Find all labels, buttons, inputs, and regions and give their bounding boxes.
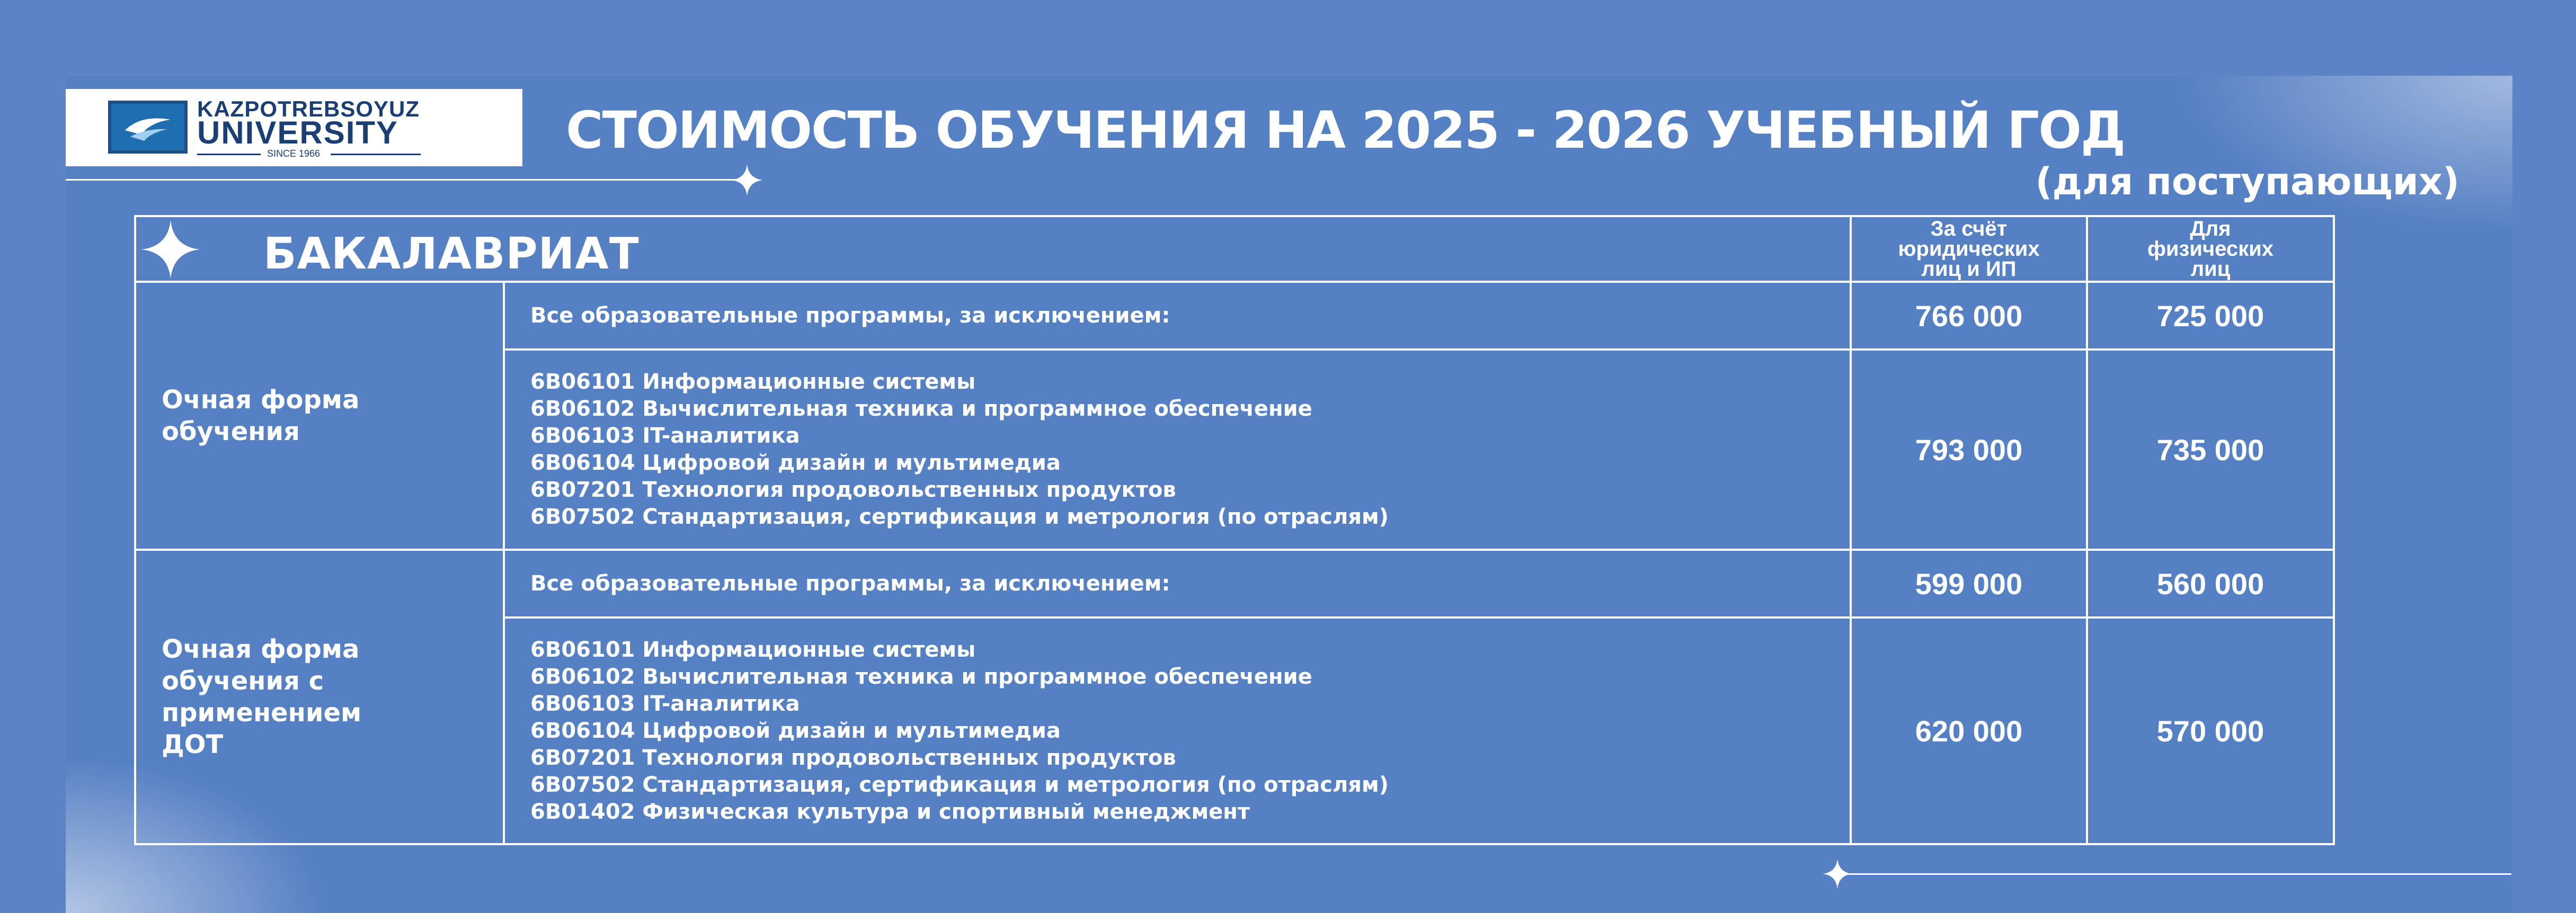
column-header-legal-line: лиц и ИП (1921, 257, 2017, 281)
logo-line1: KAZPOTREBSOYUZ (197, 96, 420, 121)
page-subtitle: (для поступающих) (2035, 160, 2459, 203)
sparkle-star-icon (141, 220, 200, 279)
sparkle-star-icon (1823, 859, 1852, 889)
logo-divider-left (197, 154, 261, 155)
program-item: 6В07502 Стандартизация, сертификация и метрология (по отраслям) (530, 772, 1389, 797)
section-header (135, 216, 1851, 282)
programs-cell (504, 350, 1851, 550)
price-legal: 599 000 (1851, 550, 2087, 617)
price-legal: 766 000 (1851, 282, 2087, 350)
tuition-table (134, 215, 2335, 845)
program-item: 6В07502 Стандартизация, сертификация и метрология (по отраслям) (530, 505, 1389, 529)
column-header-individual-line: физических (2147, 237, 2274, 261)
column-header-individual-line: Для (2190, 217, 2231, 240)
study-form-cell: Очная форма обучения (135, 282, 504, 550)
program-item: 6В06102 Вычислительная техника и программное обеспечение (530, 397, 1312, 421)
column-header-legal-line: За счёт (1930, 217, 2007, 240)
program-item: Все образовательные программы, за исключением: (530, 303, 1170, 328)
program-item: 6В06101 Информационные системы (530, 637, 976, 662)
top-divider (66, 179, 739, 181)
price-individual: 725 000 (2087, 282, 2334, 350)
program-item: Все образовательные программы, за исключением: (530, 571, 1170, 596)
program-item: 6В07201 Технология продовольственных продуктов (530, 745, 1176, 770)
column-header-individual-line: лиц (2190, 257, 2231, 281)
column-header-legal (1851, 216, 2087, 282)
table-row (135, 282, 2334, 350)
study-form-cell: Очная форма обучения с применением ДОТ (135, 550, 504, 844)
program-item: 6В06103 IT-аналитика (530, 424, 800, 448)
programs-cell (504, 550, 1851, 617)
section-title: БАКАЛАВРИАТ (263, 229, 639, 279)
sparkle-star-icon (731, 164, 763, 196)
logo-divider-right (331, 154, 421, 155)
column-header-individual (2087, 216, 2334, 282)
program-item: 6В01402 Физическая культура и спортивный менеджмент (530, 799, 1250, 824)
university-logo (66, 89, 522, 166)
bottom-divider (1838, 873, 2511, 875)
logo-line2: UNIVERSITY (197, 115, 399, 150)
price-legal: 620 000 (1851, 617, 2087, 844)
program-item: 6В06104 Цифровой дизайн и мультимедиа (530, 451, 1061, 475)
table-row (135, 550, 2334, 617)
price-individual: 560 000 (2087, 550, 2334, 617)
program-item: 6В06101 Информационные системы (530, 370, 976, 394)
page-title: СТОИМОСТЬ ОБУЧЕНИЯ НА 2025 - 2026 УЧЕБНЫЙ ГОД (566, 101, 2125, 160)
table-header-row (135, 216, 2334, 282)
price-individual: 570 000 (2087, 617, 2334, 844)
logo-since: SINCE 1966 (267, 148, 321, 159)
programs-cell (504, 617, 1851, 844)
program-item: 6В06104 Цифровой дизайн и мультимедиа (530, 718, 1061, 743)
price-individual: 735 000 (2087, 350, 2334, 550)
programs-cell (504, 282, 1851, 350)
program-item: 6В07201 Технология продовольственных продуктов (530, 478, 1176, 502)
program-item: 6В06103 IT-аналитика (530, 691, 800, 716)
university-emblem-icon (108, 101, 188, 154)
column-header-legal-line: юридических (1898, 237, 2040, 261)
price-legal: 793 000 (1851, 350, 2087, 550)
program-item: 6В06102 Вычислительная техника и программное обеспечение (530, 664, 1312, 689)
